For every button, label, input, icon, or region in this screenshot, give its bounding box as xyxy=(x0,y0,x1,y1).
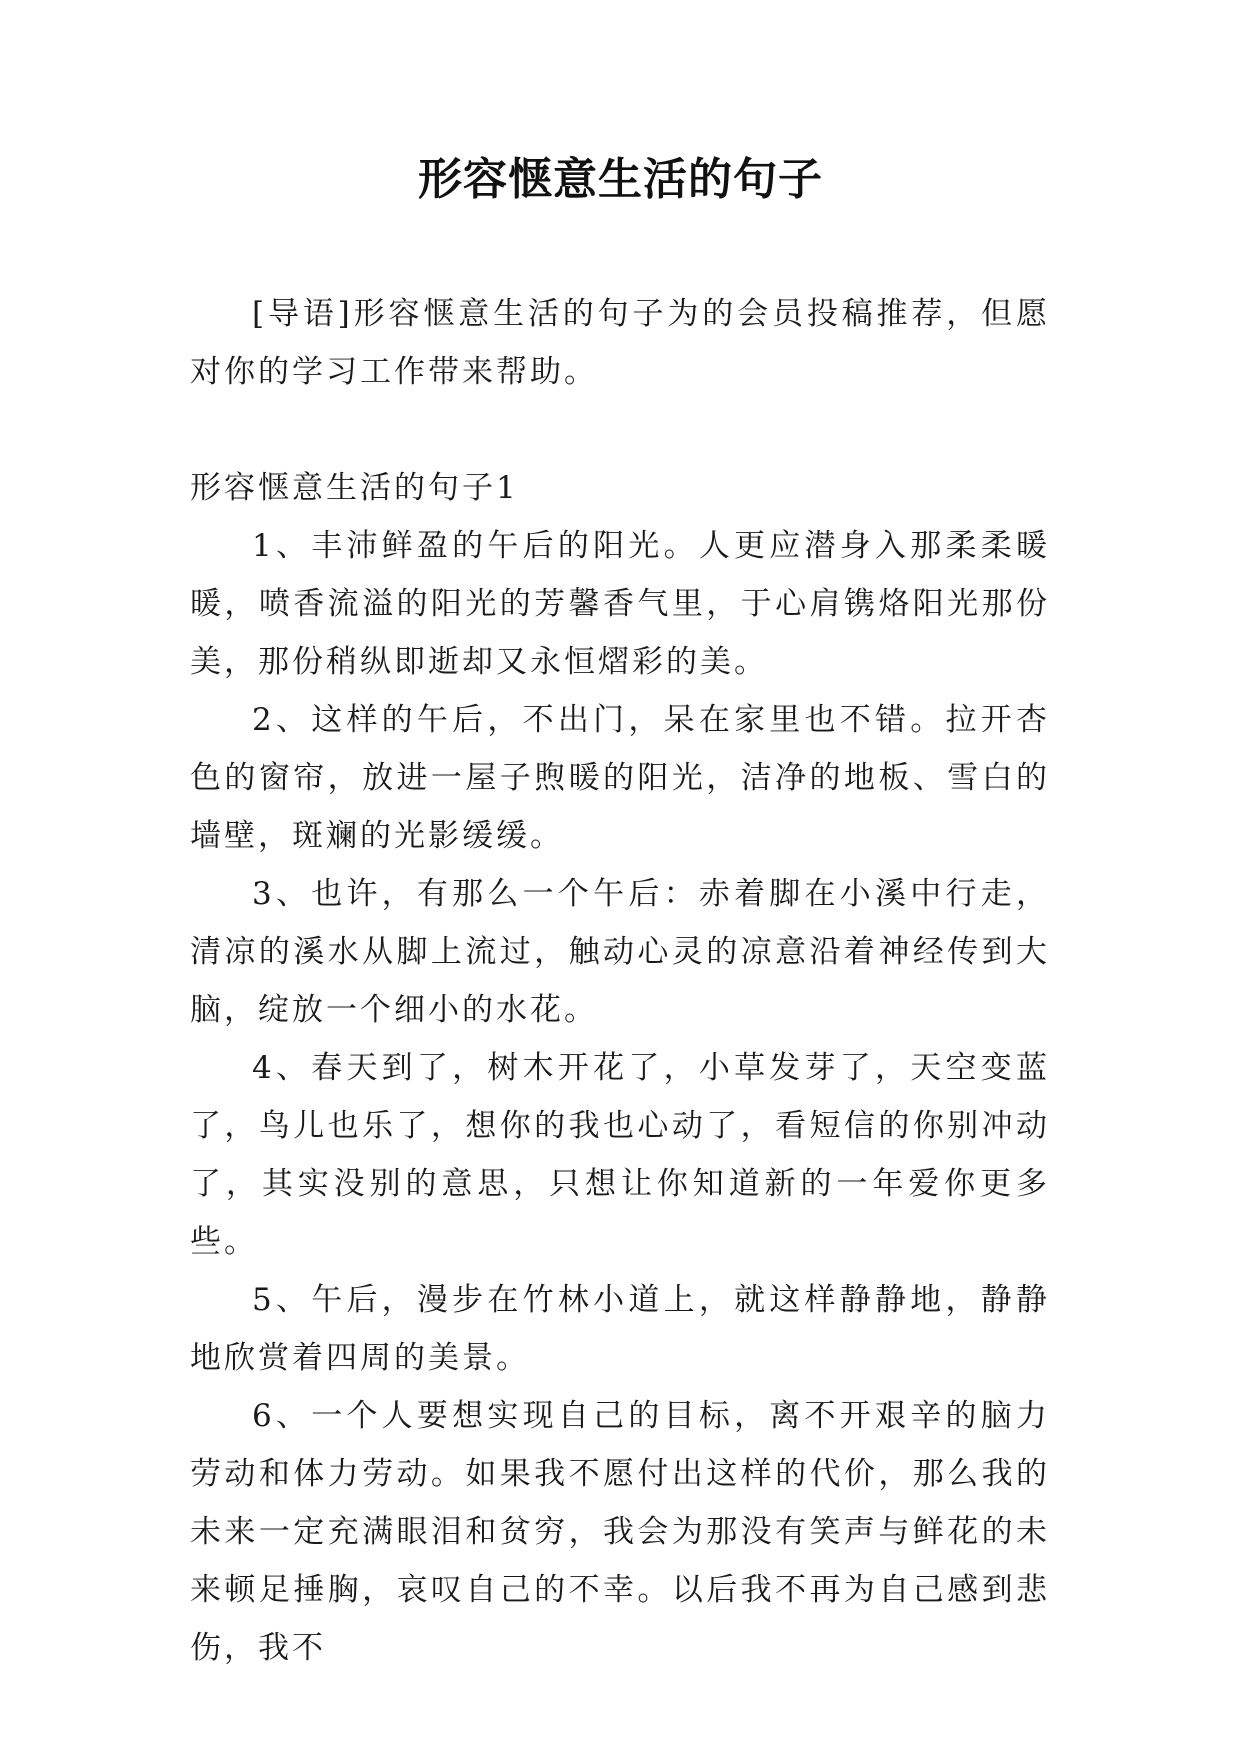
intro-paragraph: [导语]形容惬意生活的句子为的会员投稿推荐，但愿对你的学习工作带来帮助。 xyxy=(190,296,1050,390)
paragraph-5: 5、午后，漫步在竹林小道上，就这样静静地，静静地欣赏着四周的美景。 xyxy=(190,1282,1050,1376)
paragraph-6: 6、一个人要想实现自己的目标，离不开艰辛的脑力劳动和体力劳动。如果我不愿付出这样的代价，那么我的未来一定充满眼泪和贫穷，我会为那没有笑声与鲜花的未来顿足捶胸，哀叹自己的不幸。以后我不再为自己感到悲伤，我不 xyxy=(190,1398,1050,1666)
paragraph-3: 3、也许，有那么一个午后：赤着脚在小溪中行走，清凉的溪水从脚上流过，触动心灵的凉意沿着神经传到大脑，绽放一个细小的水花。 xyxy=(190,876,1050,1028)
document-title: 形容惬意生活的句子 xyxy=(418,154,823,205)
paragraph-1: 1、丰沛鲜盈的午后的阳光。人更应潜身入那柔柔暖暖，喷香流溢的阳光的芳馨香气里，于心肩镌烙阳光那份美，那份稍纵即逝却又永恒熠彩的美。 xyxy=(190,528,1050,680)
section-heading: 形容惬意生活的句子1 xyxy=(190,470,519,506)
document-body xyxy=(190,285,1050,1677)
paragraph-2: 2、这样的午后，不出门，呆在家里也不错。拉开杏色的窗帘，放进一屋子煦暖的阳光，洁净的地板、雪白的墙壁，斑斓的光影缓缓。 xyxy=(190,702,1050,854)
paragraph-4: 4、春天到了，树木开花了，小草发芽了，天空变蓝了，鸟儿也乐了，想你的我也心动了，看短信的你别冲动了，其实没别的意思，只想让你知道新的一年爱你更多些。 xyxy=(190,1050,1050,1260)
